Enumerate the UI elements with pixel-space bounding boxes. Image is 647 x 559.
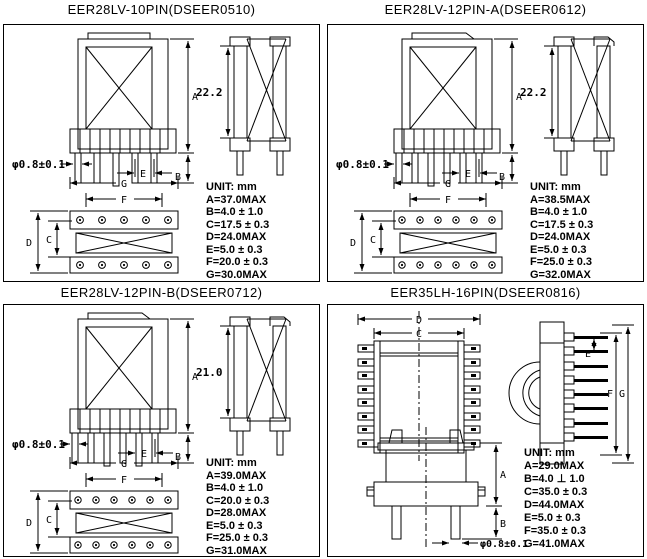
panel-drawing-area [3,304,320,557]
dim-label-c: C [46,515,53,526]
panel-eer28lv-10pin [0,0,323,283]
dim-label-f: F [121,195,128,206]
dim-label-d: D [416,315,423,326]
spec-list [524,447,587,551]
front-dimensions [336,39,522,183]
spec-list [206,457,269,557]
spec-row-c: C=17.5 ± 0.3 [206,218,270,231]
dim-label-c: C [46,235,53,246]
bobbin-bottom-lines [394,211,502,273]
spec-row-c: C=35.0 ± 0.3 [524,486,588,498]
bobbin-front-lines [394,33,500,186]
dim-label-g: G [445,179,452,190]
bottom-dimensions [26,457,178,553]
spec-row-f: F=25.0 ± 0.3 [530,256,592,268]
front-view-drawing [336,27,526,185]
dim-label-b: B [175,172,182,183]
unit-label: UNIT: mm [206,457,257,469]
panel-eer28lv-12pin-a [324,0,647,283]
dim-label-a: A [516,92,523,103]
panel-eer35lh-16pin [324,283,647,559]
dim-label-d: D [26,238,33,249]
dim-label-a: A [192,372,199,383]
side-dimensions [196,46,238,138]
spec-row-a: A=29.0MAX [524,460,585,472]
unit-label: UNIT: mm [530,181,581,193]
dim-label-f: F [121,475,128,486]
unit-label: UNIT: mm [524,447,575,459]
dim-label-e: E [141,449,148,460]
pin-diameter-label: φ0.8±0.1 [480,539,529,550]
dim-label-b: B [175,452,182,463]
bottom-dimensions [26,177,178,273]
dim-label-f: F [607,389,614,400]
spec-row-e: E=5.0 ± 0.3 [206,519,263,532]
panel-drawing-area [327,304,644,557]
dim-label-c: C [370,235,377,246]
pin-diameter-label: φ0.8±0.1 [336,158,389,171]
unit-label: UNIT: mm [206,181,257,193]
side-height-dim: 22.2 [520,86,547,99]
spec-row-c: C=17.5 ± 0.3 [530,218,594,231]
dim-label-e: E [585,349,592,360]
dim-label-g: G [619,389,626,400]
front-view-drawing [12,307,202,465]
side-dimensions [196,326,238,418]
bottom-view-drawing [10,453,188,559]
bobbin-side-lines [554,37,614,175]
panel-eer28lv-12pin-b [0,283,323,559]
spec-row-g: G=31.0MAX [206,544,267,557]
panel-title: EER35LH-16PIN(DSEER0816) [390,285,581,300]
spec-row-g: G=41.0MAX [524,538,585,550]
front-view-drawing [12,27,202,185]
bottom-view-drawing [10,173,188,281]
spec-row-g: G=30.0MAX [206,268,267,281]
bobbin-bottom-lines [70,211,178,273]
spec-row-b: B=4.0 ± 1.0 [530,206,588,218]
pin-diameter-label: φ0.8±0.1 [12,158,65,171]
bobbin-front-lines [70,313,176,466]
dim-label-b: B [499,172,506,183]
spec-row-f: F=25.0 ± 0.3 [206,532,268,544]
panel-title: EER28LV-12PIN-A(DSEER0612) [384,2,587,17]
front-dimensions [12,319,198,463]
dim-label-c: C [416,329,423,340]
bobbin-front-lines [367,427,485,549]
dim-label-b: B [500,519,507,530]
spec-row-f: F=20.0 ± 0.3 [206,256,268,268]
spec-row-g: G=32.0MAX [530,268,591,281]
spec-row-e: E=5.0 ± 0.3 [530,243,587,256]
spec-row-d: D=24.0MAX [530,231,591,243]
front-dimensions [12,39,198,183]
spec-list [206,181,269,281]
side-view-drawing [196,27,301,179]
spec-row-a: A=37.0MAX [206,193,267,206]
front-view-drawing [334,427,529,553]
spec-row-d: D=44.0MAX [524,499,585,511]
dim-label-a: A [500,470,507,481]
dim-label-d: D [350,238,357,249]
side-view-drawing [196,307,301,459]
spec-row-d: D=24.0MAX [206,231,267,243]
side-dimensions [520,46,562,138]
panel-drawing-area [3,24,320,282]
dim-label-g: G [121,179,128,190]
spec-row-b: B=4.0 ± 1.0 [206,482,264,494]
spec-row-e: E=5.0 ± 0.3 [524,512,581,524]
bobbin-bottom-lines [70,491,178,553]
panel-title: EER28LV-12PIN-B(DSEER0712) [60,285,263,300]
spec-row-d: D=28.0MAX [206,507,267,519]
dim-label-e: E [465,169,472,180]
spec-row-a: A=38.5MAX [530,193,591,206]
bobbin-side-lines [230,37,290,175]
spec-row-f: F=35.0 ± 0.3 [524,525,586,537]
side-view-drawing [520,27,625,179]
spec-row-b: B=4.0 ± 1.0 [206,206,264,218]
dim-label-a: A [192,92,199,103]
dim-label-f: F [445,195,452,206]
spec-row-b: B=4.0 ⊥ 1.0 [524,473,585,485]
bobbin-front-lines [70,33,176,186]
dim-label-d: D [26,518,33,529]
spec-row-a: A=39.0MAX [206,469,267,482]
bottom-dimensions [350,177,502,273]
side-height-dim: 21.0 [196,366,223,379]
bottom-view-drawing [334,173,512,281]
panel-title: EER28LV-10PIN(DSEER0510) [67,2,256,17]
spec-row-e: E=5.0 ± 0.3 [206,243,263,256]
spec-row-c: C=20.0 ± 0.3 [206,494,270,507]
spec-list [530,181,593,281]
panel-drawing-area [327,24,644,282]
dim-label-g: G [121,459,128,470]
dim-label-e: E [140,169,147,180]
bobbin-side-lines [230,317,290,455]
side-height-dim: 22.2 [196,86,223,99]
pin-diameter-label: φ0.8±0.1 [12,438,65,451]
